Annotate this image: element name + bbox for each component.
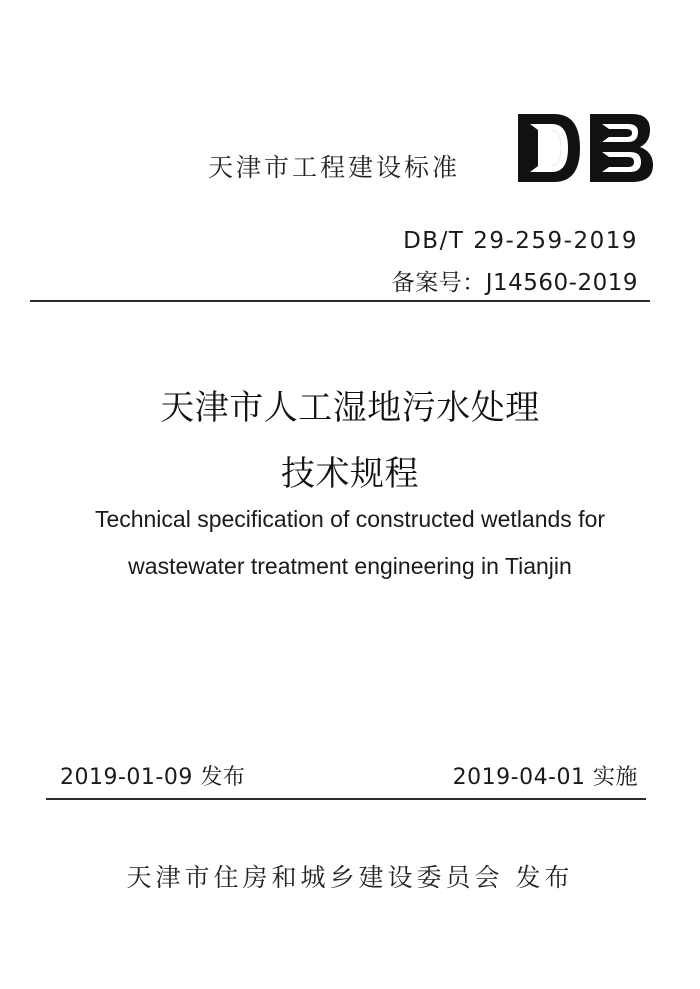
record-number: 备案号：J14560-2019 bbox=[391, 270, 638, 296]
title-zh-line-2: 技术规程 bbox=[281, 454, 419, 494]
db-logo bbox=[514, 110, 656, 186]
implementation-date: 2019-04-01 实施 bbox=[452, 765, 638, 790]
issuing-authority: 天津市住房和城乡建设委员会 发布 bbox=[126, 863, 574, 892]
standard-series-label: 天津市工程建设标准 bbox=[208, 153, 461, 182]
title-zh-line-1: 天津市人工湿地污水处理 bbox=[160, 388, 540, 428]
standard-number: DB/T 29-259-2019 bbox=[403, 228, 638, 254]
title-en-line-2: wastewater treatment engineering in Tianjin bbox=[128, 553, 572, 579]
top-divider bbox=[30, 300, 650, 302]
issue-date: 2019-01-09 发布 bbox=[60, 765, 246, 790]
title-en-line-1: Technical specification of constructed wetlands for bbox=[94, 506, 606, 532]
bottom-divider bbox=[46, 798, 646, 800]
